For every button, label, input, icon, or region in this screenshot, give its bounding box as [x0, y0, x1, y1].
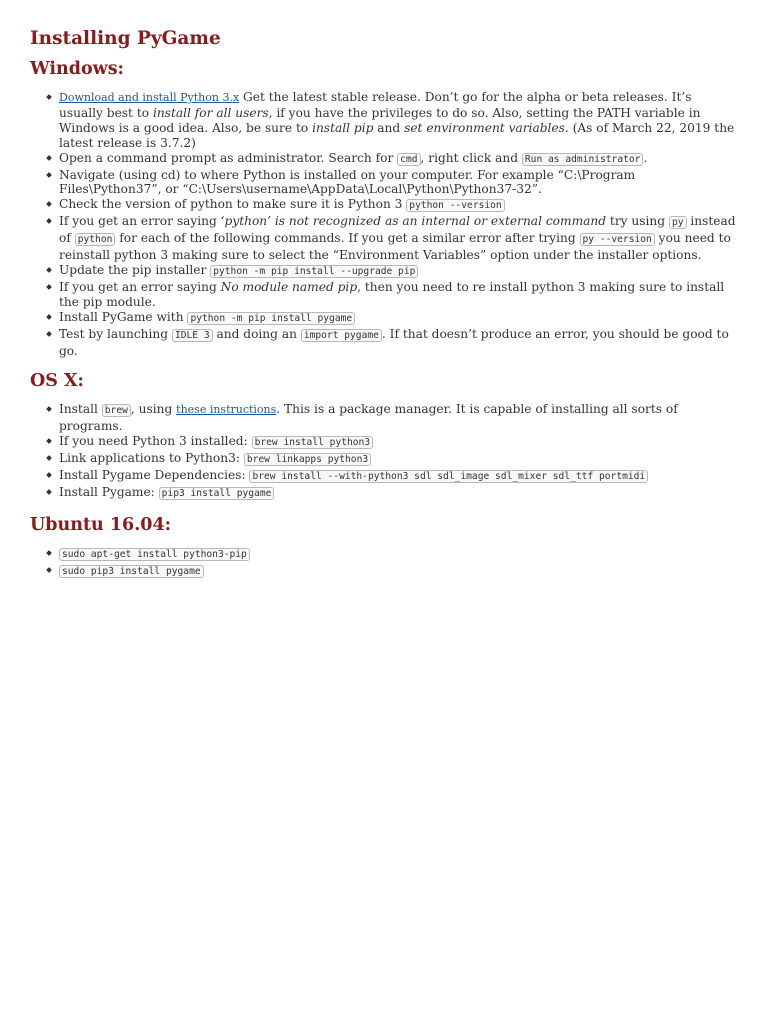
- windows-step-7: If you get an error saying No module named pip, then you need to re install python 3 making sure to install the pip module.: [59, 280, 738, 310]
- windows-steps-list: [30, 90, 738, 358]
- page-title: Installing PyGame: [30, 28, 221, 49]
- code-snippet: brew install --with-python3 sdl sdl_image sdl_mixer sdl_ttf portmidi: [249, 470, 648, 483]
- brew-instructions-link[interactable]: these instructions: [176, 403, 277, 417]
- osx-step-1: Install brew , using these instructions. This is a package manager. It is capable of installing all sorts of programs.: [59, 402, 738, 434]
- code-snippet: pip3 install pygame: [159, 487, 275, 500]
- osx-step-4: Install Pygame Dependencies: brew install --with-python3 sdl sdl_image sdl_mixer sdl_ttf portmidi: [59, 468, 738, 485]
- section-heading-windows: Windows:: [30, 59, 125, 79]
- code-snippet: IDLE 3: [172, 329, 213, 342]
- code-snippet: python --version: [406, 199, 504, 212]
- windows-step-6: Update the pip installer python -m pip install --upgrade pip: [59, 263, 738, 280]
- windows-step-9: Test by launching IDLE 3 and doing an import pygame . If that doesn’t produce an error, you should be good to go.: [59, 327, 738, 359]
- code-snippet: python -m pip install pygame: [187, 312, 355, 325]
- section-heading-osx: OS X:: [30, 371, 85, 392]
- code-snippet: cmd: [397, 153, 420, 166]
- download-python-link[interactable]: Download and install Python 3.x: [59, 91, 240, 104]
- code-snippet: brew linkapps python3: [244, 453, 371, 466]
- code-snippet: brew install python3: [252, 436, 374, 449]
- ubuntu-step-2: [59, 563, 738, 580]
- osx-steps-list: [30, 402, 738, 501]
- code-snippet: Run as administrator: [522, 153, 644, 166]
- code-snippet: brew: [102, 404, 131, 417]
- windows-step-2: Open a command prompt as administrator. Search for cmd , right click and Run as administrator .: [59, 151, 738, 168]
- code-snippet: import pygame: [301, 329, 382, 342]
- windows-step-1: Download and install Python 3.x Get the latest stable release. Don’t go for the alpha or beta releases. It’s usually best to install for all users, if you have the privileges to do so. Also, setting the PATH variable in Windows is a good idea. Also, be sure to install pip and set environment variables. (As of March 22, 2019 the latest release is 3.7.2): [59, 90, 738, 151]
- code-snippet: sudo apt-get install python3-pip: [59, 548, 250, 561]
- ubuntu-steps-list: [30, 546, 738, 580]
- windows-step-8: Install PyGame with python -m pip install pygame: [59, 310, 738, 327]
- code-snippet: python -m pip install --upgrade pip: [210, 265, 418, 278]
- windows-step-3: Navigate (using cd) to where Python is installed on your computer. For example “C:\Program Files\Python37”, or “C:\Users\username\AppData\Local\Python\Python37-32”.: [59, 168, 738, 198]
- code-snippet: python: [75, 233, 116, 246]
- windows-step-5: If you get an error saying ‘python’ is not recognized as an internal or external command try using py instead of python for each of the following commands. If you get a similar error after trying py --version you need to reinstall python 3 making sure to select the “Environment Variables” option under the installer options.: [59, 214, 738, 263]
- code-snippet: py: [669, 216, 687, 229]
- osx-step-2: If you need Python 3 installed: brew install python3: [59, 434, 738, 451]
- section-heading-ubuntu: Ubuntu 16.04:: [30, 514, 172, 535]
- ubuntu-step-1: [59, 546, 738, 563]
- osx-step-5: Install Pygame: pip3 install pygame: [59, 485, 738, 502]
- code-snippet: sudo pip3 install pygame: [59, 565, 204, 578]
- windows-step-4: Check the version of python to make sure it is Python 3 python --version: [59, 197, 738, 214]
- code-snippet: py --version: [580, 233, 655, 246]
- osx-step-3: Link applications to Python3: brew linkapps python3: [59, 451, 738, 468]
